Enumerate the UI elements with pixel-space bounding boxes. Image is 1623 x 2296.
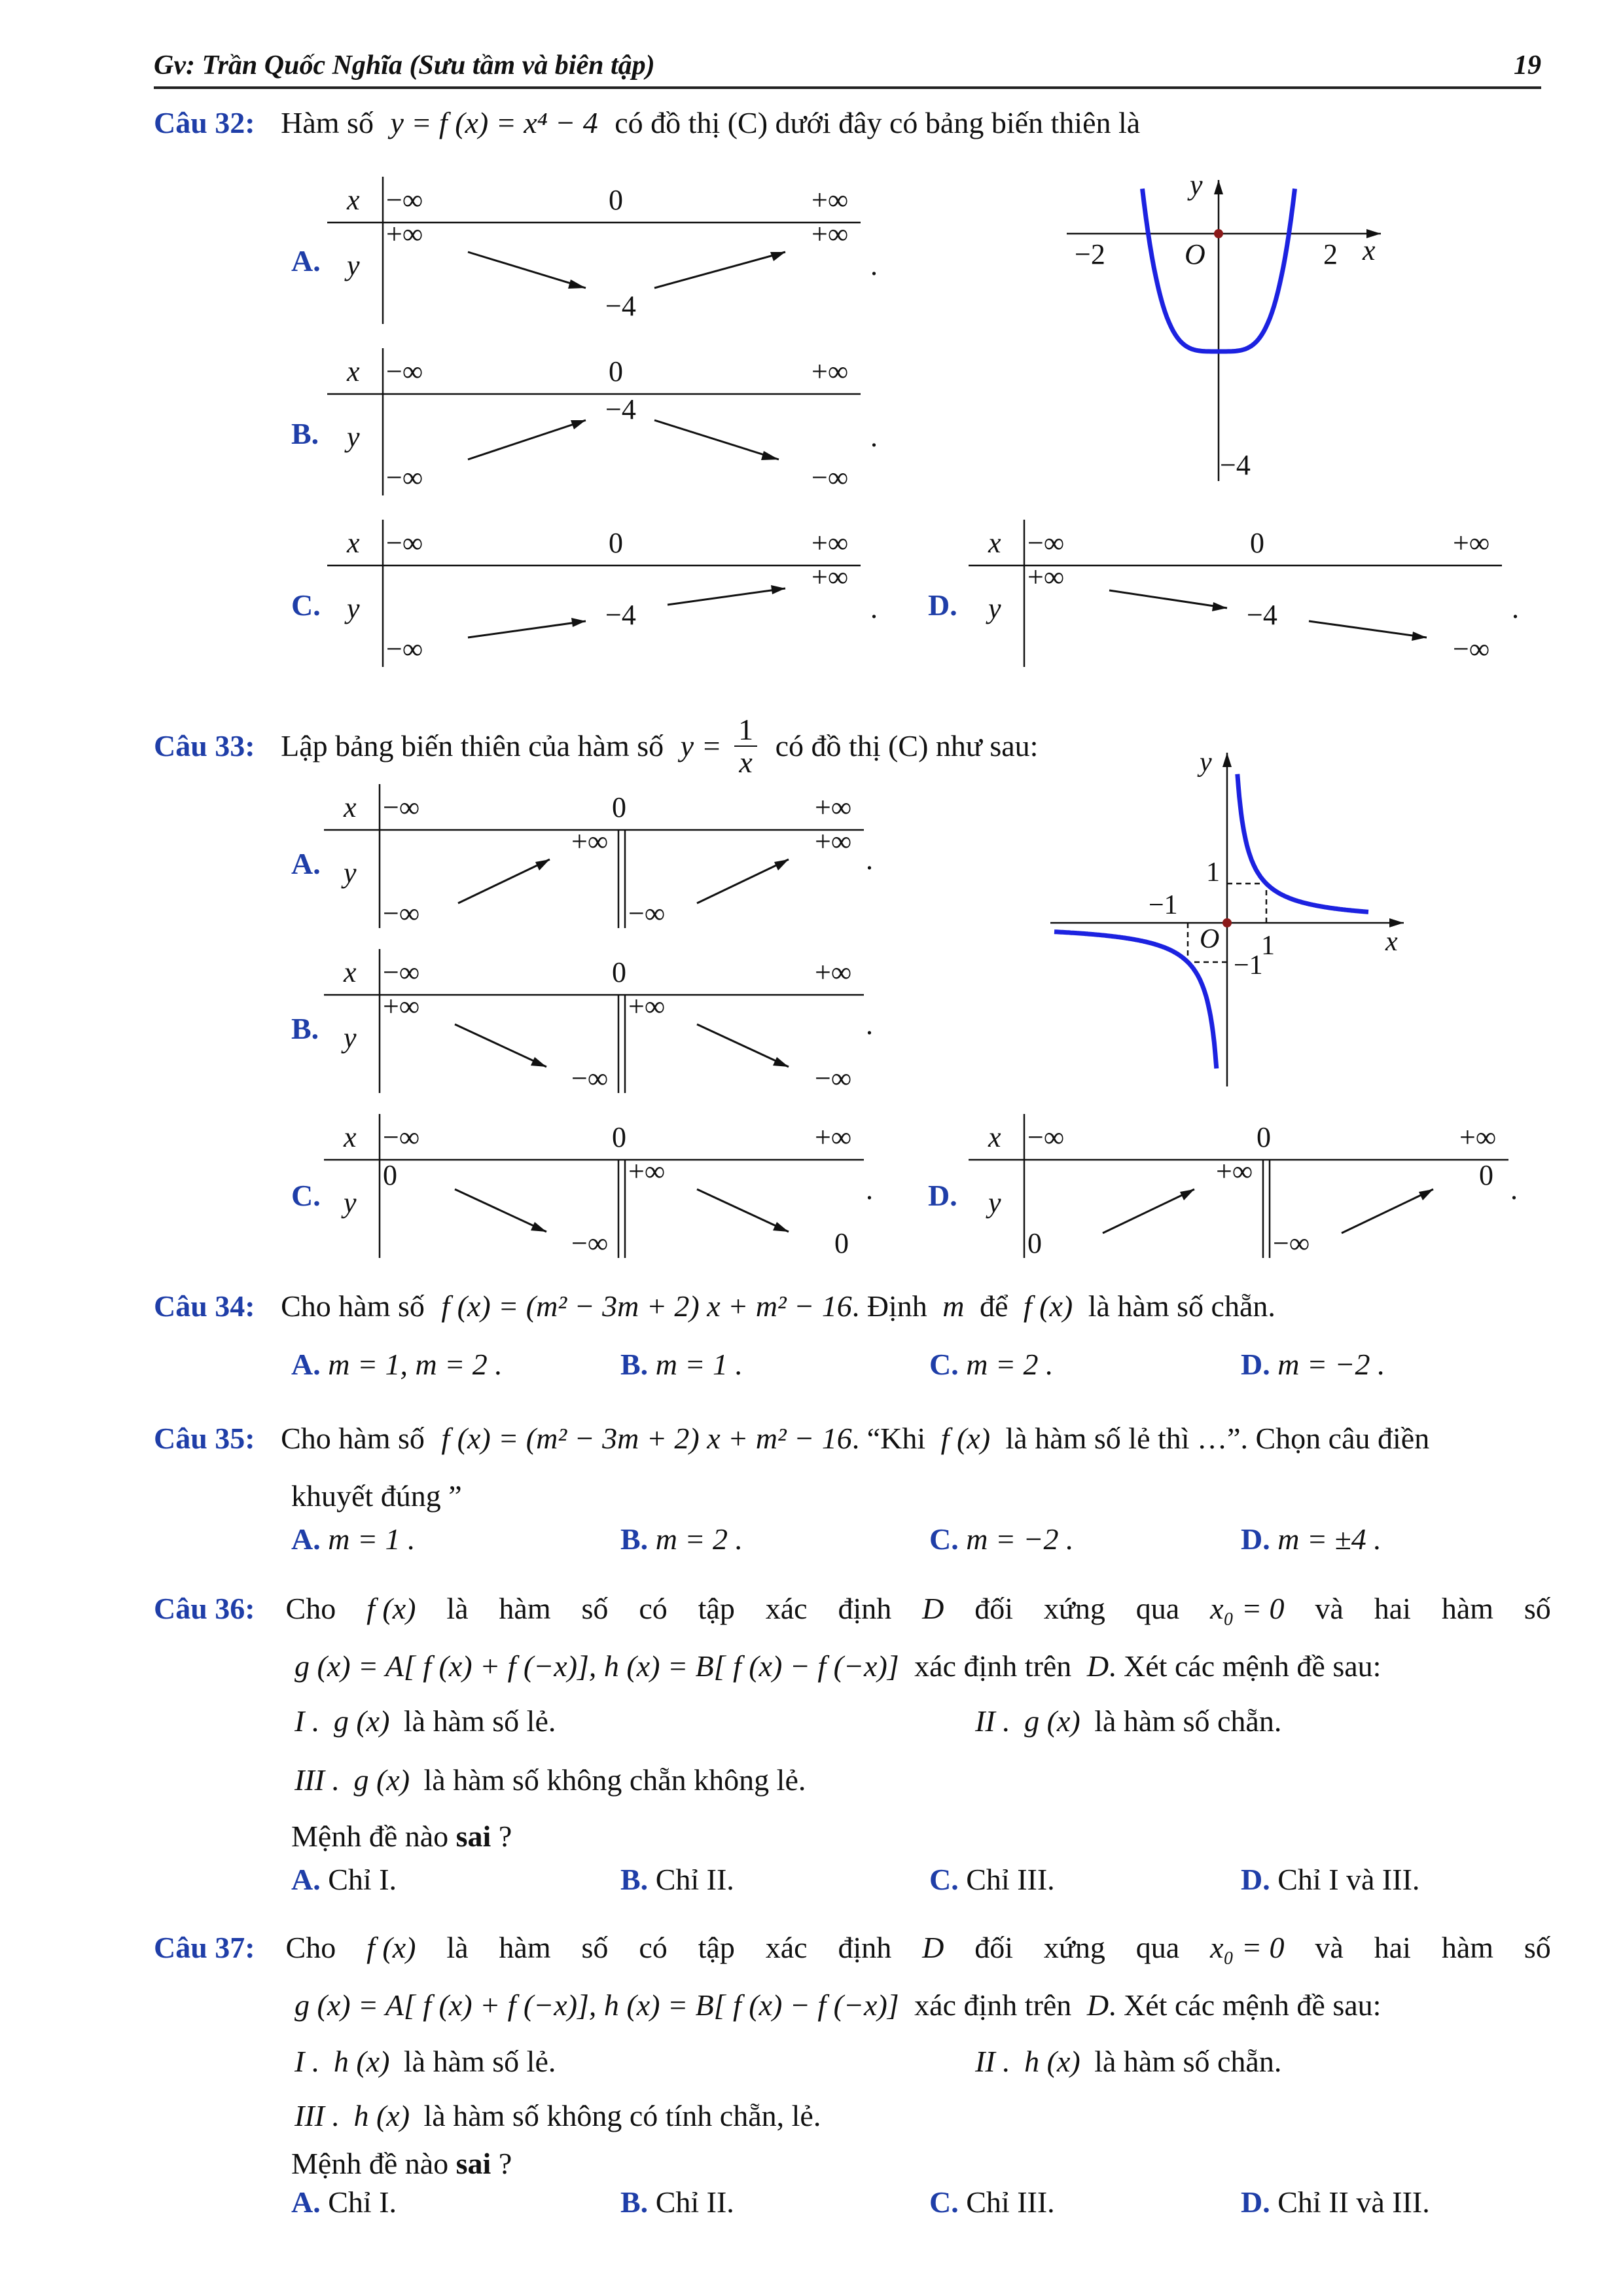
q33-graph-neg-one-y: −1 <box>1234 950 1263 980</box>
q37-answer-a[interactable]: A. Chỉ I. <box>291 2185 397 2219</box>
q37-line2: g (x) = A[ f (x) + f (−x)], h (x) = B[ f (x) − f (−x)] xác định trên D. Xét các mệnh đề sau: <box>294 1988 1382 2022</box>
q34-var-m: m <box>942 1289 965 1323</box>
q32-graph <box>1067 167 1407 494</box>
q32-a-ypos-right: +∞ <box>812 218 849 250</box>
svg-text:y: y <box>344 857 357 889</box>
origin-point <box>1222 918 1232 927</box>
q34-text-b: . Định <box>851 1289 927 1323</box>
q32-graph-ylabel: y <box>1190 169 1203 201</box>
q35-answer-a[interactable]: A. m = 1 . <box>291 1522 416 1556</box>
q37-statement-1: I . h (x) là hàm số lẻ. <box>294 2045 556 2078</box>
q32-a-ymin: −4 <box>605 290 636 322</box>
q33-a-ypos-right: +∞ <box>815 825 852 857</box>
q33-d-yzero-left: 0 <box>1027 1227 1042 1259</box>
q32-option-a[interactable]: A. <box>291 244 321 278</box>
svg-text:y: y <box>988 1187 1001 1219</box>
q33-graph-neg-one-x: −1 <box>1149 890 1178 920</box>
q33-option-a[interactable]: A. <box>291 847 321 880</box>
q37-statement-2: II . h (x) là hàm số chẵn. <box>975 2045 1282 2078</box>
y-axis-arrow-icon <box>1214 180 1223 194</box>
q32-c-xpos: +∞ <box>812 527 849 559</box>
q36-line1: Câu 36: Cho f (x) là hàm số có tập xác định D đối xứng qua x₀ = 0 và hai hàm số <box>154 1590 1551 1626</box>
q35-label: Câu 35: <box>154 1422 255 1455</box>
q34-formula: f (x) = (m² − 3m + 2) x + m² − 16 <box>441 1289 852 1323</box>
svg-text:y: y <box>988 592 1001 624</box>
svg-text:x: x <box>344 956 357 988</box>
q33-b-xneg: −∞ <box>383 956 420 988</box>
q36-gh-formula: g (x) = A[ f (x) + f (−x)], h (x) = B[ f (x) − f (−x)] <box>294 1649 899 1683</box>
q33-b-ypos-right: +∞ <box>628 990 666 1022</box>
q34-stem <box>154 1288 1275 1324</box>
svg-text:.: . <box>866 1009 873 1041</box>
q37-ask: Mệnh đề nào sai ? <box>291 2147 512 2180</box>
q33-b-yneg-left: −∞ <box>571 1062 609 1094</box>
page-header <box>154 47 1541 89</box>
q32-b-yneg-right: −∞ <box>812 461 849 493</box>
q33-graph-xlabel: x <box>1385 927 1398 957</box>
q33-c-yneg: −∞ <box>571 1227 609 1259</box>
q32-a-x0: 0 <box>609 184 623 216</box>
q33-c-xpos: +∞ <box>815 1121 852 1153</box>
svg-text:.: . <box>870 421 878 453</box>
svg-text:x: x <box>347 527 360 559</box>
q37-answer-b[interactable]: B. Chỉ II. <box>620 2185 734 2219</box>
q34-fx: f (x) <box>1023 1289 1073 1323</box>
q33-option-d[interactable]: D. <box>928 1179 957 1212</box>
q34-answer-a[interactable]: A. m = 1, m = 2 . <box>291 1348 503 1381</box>
q32-c-x0: 0 <box>609 527 623 559</box>
q33-d-yzero-right: 0 <box>1479 1159 1493 1191</box>
q36-answer-b[interactable]: B. Chỉ II. <box>620 1863 734 1896</box>
q33-table-c <box>324 1114 873 1259</box>
q33-d-ypos: +∞ <box>1216 1155 1253 1187</box>
q33-b-x0: 0 <box>612 956 626 988</box>
q35-answer-b[interactable]: B. m = 2 . <box>620 1522 743 1556</box>
q32-d-xneg: −∞ <box>1027 527 1065 559</box>
q36-line2: g (x) = A[ f (x) + f (−x)], h (x) = B[ f (x) − f (−x)] xác định trên D. Xét các mệnh đề sau: <box>294 1649 1382 1683</box>
q34-label: Câu 34: <box>154 1289 255 1323</box>
q33-b-xpos: +∞ <box>815 956 852 988</box>
svg-text:.: . <box>866 1174 873 1206</box>
svg-text:y: y <box>344 1187 357 1219</box>
q33-c-x0: 0 <box>612 1121 626 1153</box>
q33-graph-origin: O <box>1200 924 1220 954</box>
q35-answer-d[interactable]: D. m = ±4 . <box>1241 1522 1382 1556</box>
hyperbola-branch-positive <box>1238 774 1368 912</box>
q33-d-x0: 0 <box>1257 1121 1271 1153</box>
q32-graph-ymin: −4 <box>1220 449 1251 481</box>
q36-answer-a[interactable]: A. Chỉ I. <box>291 1863 397 1896</box>
q32-a-xpos: +∞ <box>812 184 849 216</box>
q33-graph <box>1050 746 1417 1093</box>
q36-label: Câu 36: <box>154 1592 255 1625</box>
q32-d-ypos: +∞ <box>1027 561 1065 593</box>
q33-b-ypos-left: +∞ <box>383 990 420 1022</box>
q33-graph-one-y: 1 <box>1206 857 1220 888</box>
q36-ask: Mệnh đề nào sai ? <box>291 1820 512 1853</box>
q32-c-ymid: −4 <box>605 599 636 631</box>
q33-table-b <box>324 949 873 1094</box>
q35-fx: f (x) <box>940 1422 991 1455</box>
q32-table-b <box>327 348 878 495</box>
q32-text-a: Hàm số <box>281 106 374 139</box>
q32-graph-xlabel: x <box>1363 234 1376 266</box>
q34-text-a: Cho hàm số <box>281 1289 425 1323</box>
q32-b-yneg-left: −∞ <box>386 461 423 493</box>
q37-answer-c[interactable]: C. Chỉ III. <box>929 2185 1055 2219</box>
q34-answer-b[interactable]: B. m = 1 . <box>620 1348 743 1381</box>
q33-table-a <box>324 784 873 929</box>
q35-formula: f (x) = (m² − 3m + 2) x + m² − 16 <box>441 1422 852 1455</box>
q33-tables-left <box>324 778 887 1275</box>
q32-table-d <box>969 513 1538 683</box>
q32-graph-origin: O <box>1185 238 1205 270</box>
q33-c-yzero-left: 0 <box>383 1159 397 1191</box>
svg-text:.: . <box>870 249 878 281</box>
q35-text-b: . “Khi <box>851 1422 926 1455</box>
q32-c-yneg: −∞ <box>386 633 423 665</box>
q32-b-xpos: +∞ <box>812 355 849 387</box>
q37-gh-formula: g (x) = A[ f (x) + f (−x)], h (x) = B[ f (x) − f (−x)] <box>294 1988 899 2022</box>
q36-statement-3: III . g (x) là hàm số không chẵn không lẻ. <box>294 1763 806 1797</box>
q33-a-x0: 0 <box>612 791 626 823</box>
q33-stem <box>154 713 1039 781</box>
q33-table-d <box>969 1107 1538 1278</box>
q32-graph-tick-left: −2 <box>1075 238 1105 270</box>
q32-stem <box>154 105 1140 141</box>
q32-label: Câu 32: <box>154 106 255 139</box>
q32-d-ymid: −4 <box>1247 599 1277 631</box>
svg-text:x: x <box>347 355 360 387</box>
svg-text:y: y <box>344 1022 357 1054</box>
q33-c-ypos: +∞ <box>628 1155 666 1187</box>
q33-d-xpos: +∞ <box>1459 1121 1497 1153</box>
x-axis-arrow-icon <box>1389 918 1404 927</box>
q33-d-yneg: −∞ <box>1273 1227 1310 1259</box>
q35-text-c: là hàm số lẻ thì …”. Chọn câu điền <box>1005 1422 1430 1455</box>
q32-option-d[interactable]: D. <box>928 588 957 622</box>
q37-statement-3: III . h (x) là hàm số không có tính chẵn, lẻ. <box>294 2099 821 2132</box>
q32-b-xneg: −∞ <box>386 355 423 387</box>
q33-a-ypos-left: +∞ <box>571 825 609 857</box>
svg-text:x: x <box>344 791 357 823</box>
q36-statement-1: I . g (x) là hàm số lẻ. <box>294 1704 556 1738</box>
svg-text:y: y <box>347 592 360 624</box>
q35-text-a: Cho hàm số <box>281 1422 425 1455</box>
q32-a-ypos-left: +∞ <box>386 218 423 250</box>
q33-fraction-den: x <box>739 745 753 780</box>
q32-option-c[interactable]: C. <box>291 588 321 622</box>
q32-a-ylabel: y <box>347 249 360 281</box>
q36-answer-d[interactable]: D. Chỉ I và III. <box>1241 1863 1420 1896</box>
svg-text:x: x <box>988 1121 1001 1153</box>
q34-text-d: là hàm số chẵn. <box>1088 1289 1275 1323</box>
q32-option-b[interactable]: B. <box>291 417 319 450</box>
q33-graph-one-x: 1 <box>1261 931 1275 961</box>
svg-text:x: x <box>344 1121 357 1153</box>
q33-option-c[interactable]: C. <box>291 1179 321 1212</box>
q33-c-yzero-right: 0 <box>834 1227 849 1259</box>
q32-a-xlabel: x <box>347 184 360 216</box>
q33-option-b[interactable]: B. <box>291 1012 319 1045</box>
page-number: 19 <box>1514 50 1541 81</box>
q34-text-c: để <box>979 1289 1008 1323</box>
origin-point <box>1214 229 1223 238</box>
q33-label: Câu 33: <box>154 728 255 762</box>
q32-table-a <box>327 177 878 324</box>
hyperbola-branch-negative <box>1054 932 1217 1069</box>
q36-answer-c[interactable]: C. Chỉ III. <box>929 1863 1055 1896</box>
q33-d-xneg: −∞ <box>1027 1121 1065 1153</box>
q32-b-x0: 0 <box>609 355 623 387</box>
q37-line1: Câu 37: Cho f (x) là hàm số có tập xác định D đối xứng qua x₀ = 0 và hai hàm số <box>154 1929 1551 1965</box>
q32-d-yneg: −∞ <box>1453 633 1490 665</box>
author-line: Gv: Trần Quốc Nghĩa (Sưu tầm và biên tập) <box>154 50 655 81</box>
q33-a-yneg-left: −∞ <box>383 897 420 929</box>
svg-text:.: . <box>1510 1174 1518 1206</box>
q32-tables-left <box>327 170 883 681</box>
q37-answer-d[interactable]: D. Chỉ II và III. <box>1241 2185 1430 2219</box>
q32-a-xneg: −∞ <box>386 184 423 216</box>
q32-c-xneg: −∞ <box>386 527 423 559</box>
q32-text-b: có đồ thị (C) dưới đây có bảng biến thiên là <box>615 106 1141 139</box>
q33-c-xneg: −∞ <box>383 1121 420 1153</box>
q37-label: Câu 37: <box>154 1931 255 1964</box>
q32-c-ypos: +∞ <box>812 561 849 593</box>
q33-text-a: Lập bảng biến thiên của hàm số <box>281 728 664 762</box>
q34-answer-d[interactable]: D. m = −2 . <box>1241 1348 1385 1381</box>
svg-text:.: . <box>866 844 873 876</box>
q32-d-x0: 0 <box>1250 527 1264 559</box>
q33-fraction-num: 1 <box>734 714 757 747</box>
q33-text-b: có đồ thị (C) như sau: <box>775 728 1039 762</box>
svg-text:.: . <box>870 592 878 624</box>
q33-a-xpos: +∞ <box>815 791 852 823</box>
q36-statement-2: II . g (x) là hàm số chẵn. <box>975 1704 1282 1738</box>
q33-a-xneg: −∞ <box>383 791 420 823</box>
svg-text:.: . <box>1512 592 1519 624</box>
q33-graph-ylabel: y <box>1200 747 1212 778</box>
q32-b-ymax: −4 <box>605 393 636 425</box>
q32-d-xpos: +∞ <box>1453 527 1490 559</box>
q35-stem <box>154 1420 1429 1456</box>
q33-formula-lhs: y = <box>680 728 722 762</box>
q33-a-yneg-right: −∞ <box>628 897 666 929</box>
q35-line2: khuyết đúng ” <box>291 1479 462 1513</box>
q34-answer-c[interactable]: C. m = 2 . <box>929 1348 1054 1381</box>
q32-graph-tick-right: 2 <box>1323 238 1338 270</box>
q33-b-yneg-right: −∞ <box>815 1062 852 1094</box>
y-axis-arrow-icon <box>1222 753 1232 767</box>
svg-text:x: x <box>988 527 1001 559</box>
q35-answer-c[interactable]: C. m = −2 . <box>929 1522 1074 1556</box>
svg-text:y: y <box>347 421 360 453</box>
q32-table-c <box>327 520 878 667</box>
q32-formula: y = f (x) = x⁴ − 4 <box>390 106 598 139</box>
